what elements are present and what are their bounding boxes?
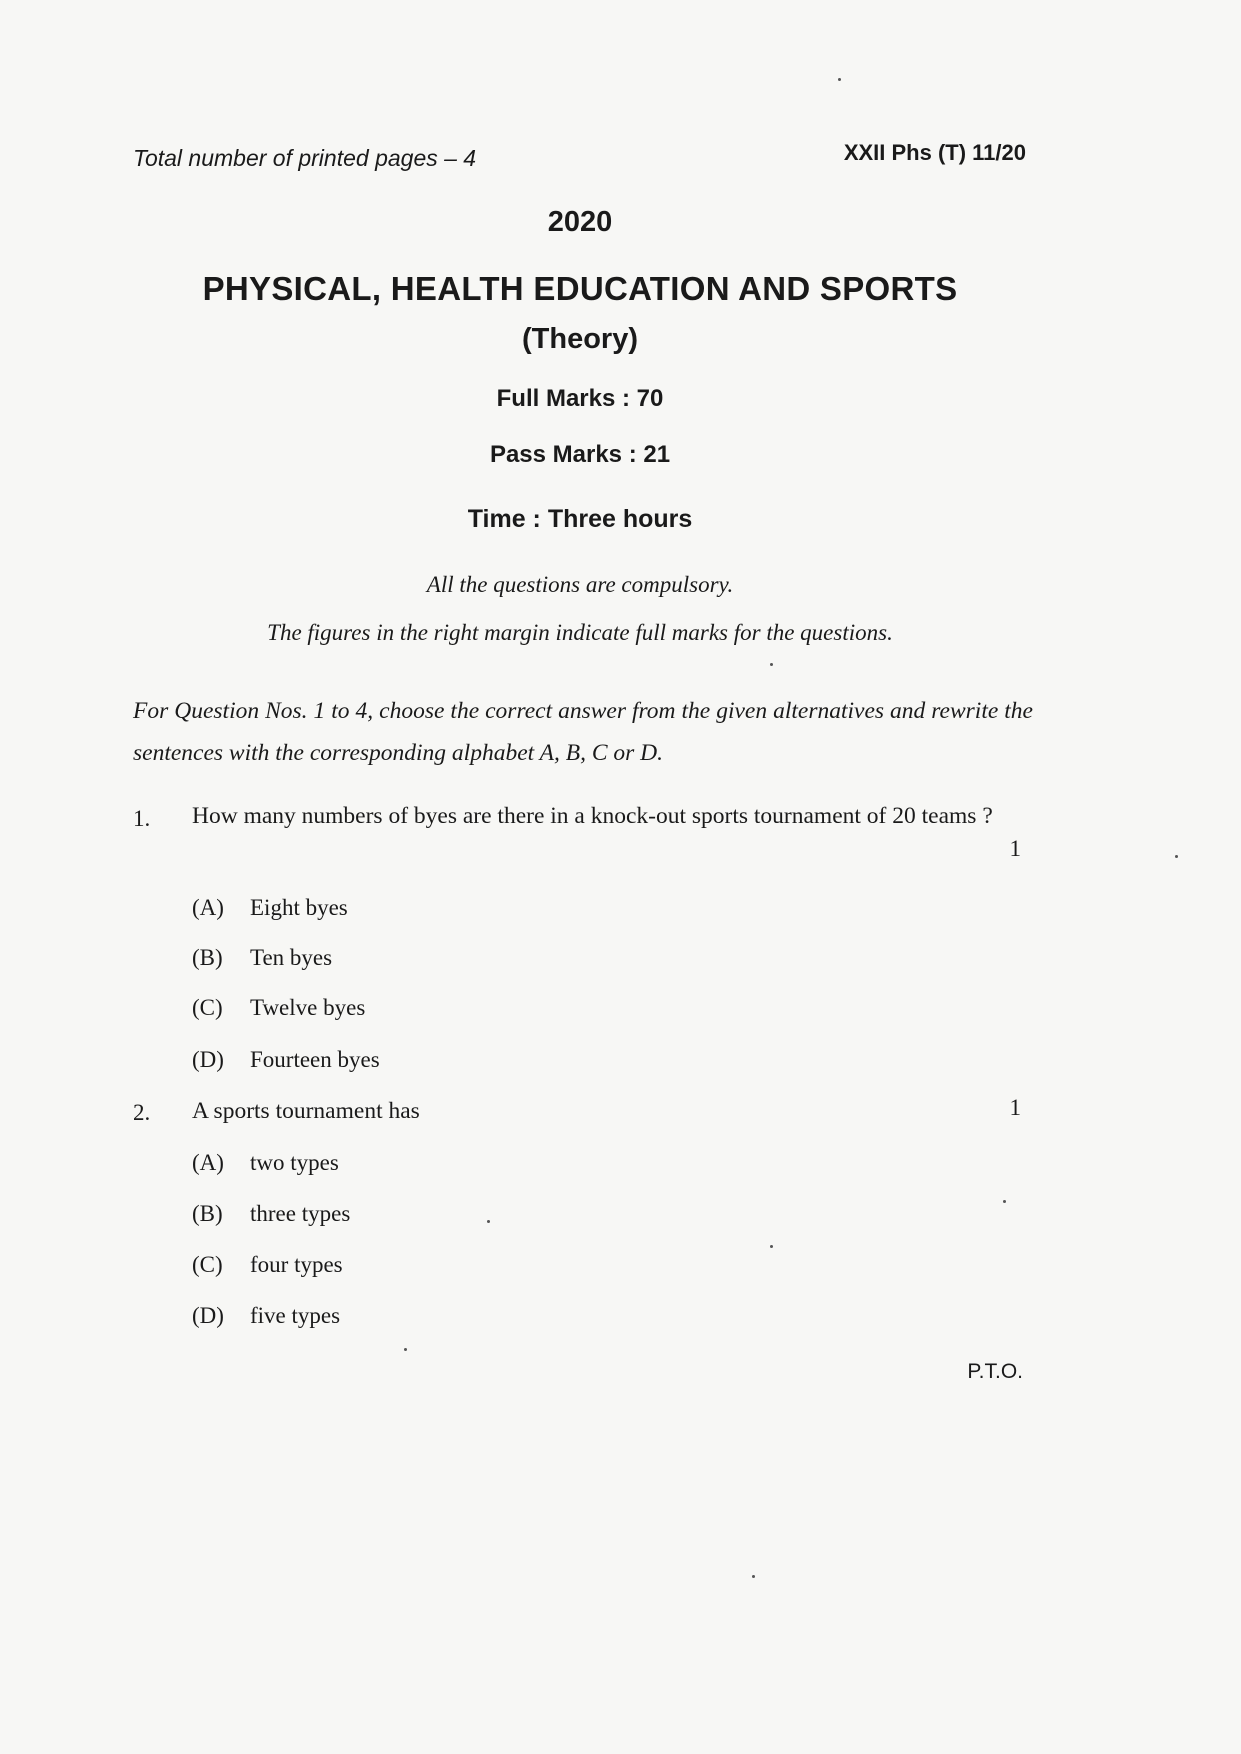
option-text: Fourteen byes: [250, 1047, 380, 1072]
option-letter: (D): [192, 1303, 224, 1328]
scan-speck: [838, 78, 841, 81]
scan-speck: [1003, 1200, 1006, 1203]
question-number: 2.: [133, 1100, 151, 1125]
question-number: 1.: [133, 806, 151, 831]
pass-marks: Pass Marks : 21: [489, 441, 671, 468]
option-letter: (D): [192, 1047, 224, 1072]
option-letter: (C): [192, 995, 223, 1020]
option-letter: (A): [192, 895, 224, 920]
exam-year: 2020: [547, 206, 613, 238]
question-marks: 1: [1009, 836, 1021, 861]
scan-speck: [770, 1245, 773, 1248]
please-turn-over: P.T.O.: [967, 1360, 1023, 1383]
option-text: Ten byes: [250, 945, 333, 970]
option-text: Twelve byes: [250, 995, 366, 1020]
paper-type: (Theory): [522, 323, 638, 355]
option-text: two types: [250, 1150, 339, 1175]
full-marks: Full Marks : 70: [496, 385, 664, 412]
scan-speck: [1175, 855, 1178, 858]
instruction-compulsory: All the questions are compulsory.: [426, 572, 734, 597]
mcq-instruction: For Question Nos. 1 to 4, choose the correct answer from the given alternatives and rewrite the sentences with the corresponding alphabet A, B, C or D.: [133, 698, 1033, 766]
scan-speck: [752, 1575, 755, 1578]
scan-speck: [404, 1348, 407, 1351]
scan-speck: [487, 1220, 490, 1223]
option-text: three types: [250, 1201, 351, 1226]
option-letter: (B): [192, 945, 223, 970]
option-text: four types: [250, 1252, 343, 1277]
option-text: Eight byes: [250, 895, 348, 920]
option-letter: (A): [192, 1150, 224, 1175]
question-text: How many numbers of byes are there in a knock-out sports tournament of 20 teams ?: [192, 803, 993, 829]
option-text: five types: [250, 1303, 341, 1328]
subject-title: PHYSICAL, HEALTH EDUCATION AND SPORTS: [202, 270, 958, 307]
option-letter: (C): [192, 1252, 223, 1277]
exam-time: Time : Three hours: [467, 505, 693, 533]
instruction-margin-marks: The figures in the right margin indicate full marks for the questions.: [267, 620, 893, 645]
option-letter: (B): [192, 1201, 223, 1226]
question-marks: 1: [1009, 1095, 1021, 1120]
question-text: A sports tournament has: [192, 1098, 420, 1124]
scan-speck: [770, 663, 773, 666]
printed-pages-note: Total number of printed pages – 4: [133, 145, 477, 171]
paper-code: XXII Phs (T) 11/20: [843, 140, 1026, 165]
